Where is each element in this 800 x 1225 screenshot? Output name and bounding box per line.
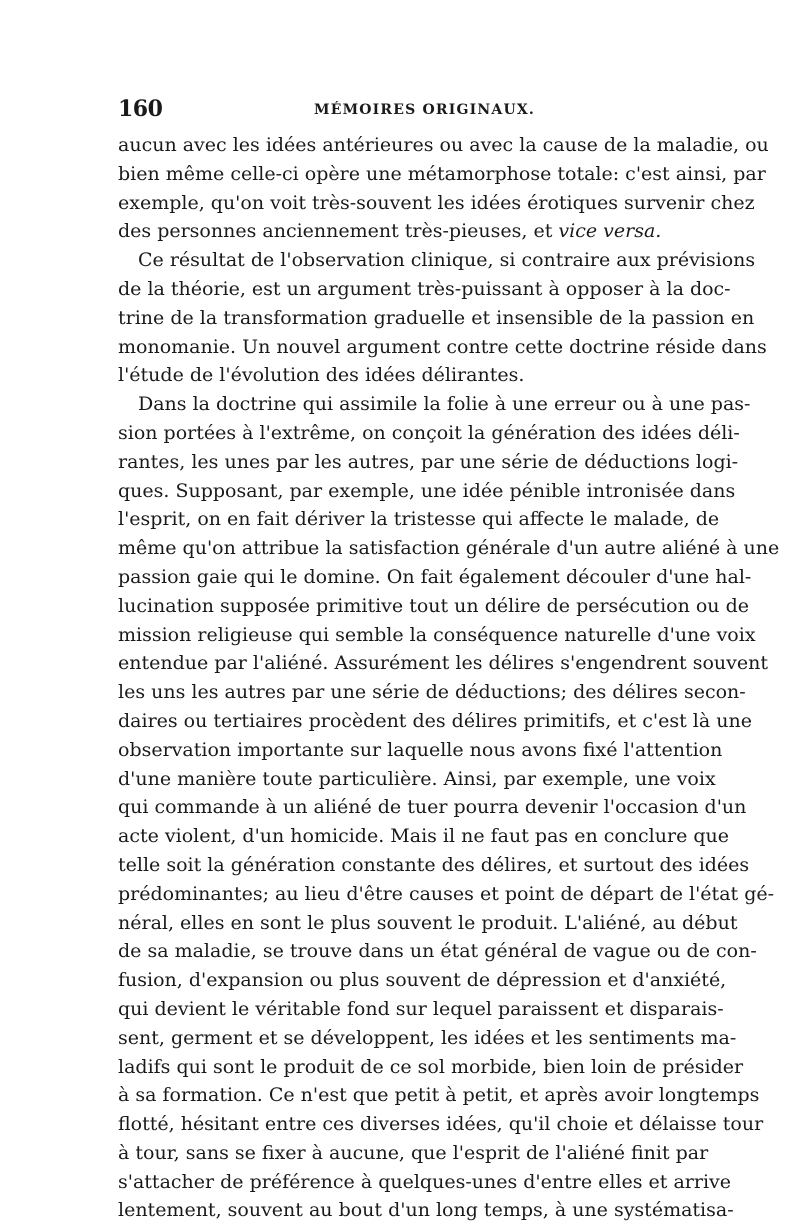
text-line: même qu'on attribue la satisfaction générale d'un autre aliéné à une	[118, 537, 780, 560]
text-line: néral, elles en sont le plus souvent le produit. L'aliéné, au début	[118, 911, 738, 934]
page-header	[118, 96, 680, 126]
text-line: bien même celle-ci opère une métamorphose totale: c'est ainsi, par	[118, 162, 766, 185]
text-line: à sa formation. Ce n'est que petit à petit, et après avoir longtemps	[118, 1084, 760, 1107]
page-number: 160	[118, 96, 163, 122]
text-line: passion gaie qui le domine. On fait également découler d'une hal-	[118, 565, 752, 588]
text-line-start: des personnes anciennement très-pieuses, et	[118, 220, 553, 243]
text-line: s'attacher de préférence à quelques-unes d'entre elles et arrive	[118, 1170, 732, 1193]
text-line: de sa maladie, se trouve dans un état général de vague ou de con-	[118, 940, 757, 963]
paragraph-start-line: Ce résultat de l'observation clinique, si contraire aux prévisions	[138, 249, 756, 272]
text-line: ques. Supposant, par exemple, une idée pénible intronisée dans	[118, 479, 736, 502]
text-line: sent, germent et se développent, les idées et les sentiments ma-	[118, 1026, 737, 1049]
text-line: daires ou tertiaires procèdent des délires primitifs, et c'est là une	[118, 709, 752, 732]
text-line: mission religieuse qui semble la conséquence naturelle d'une voix	[118, 623, 756, 646]
text-line: de la théorie, est un argument très-puissant à opposer à la doc-	[118, 277, 731, 300]
text-line	[118, 217, 683, 246]
text-line: monomanie. Un nouvel argument contre cette doctrine réside dans	[118, 335, 767, 358]
text-line: sion portées à l'extrême, on conçoit la génération des idées déli-	[118, 421, 740, 444]
text-line: telle soit la génération constante des délires, et surtout des idées	[118, 853, 750, 876]
text-line: trine de la transformation graduelle et insensible de la passion en	[118, 306, 755, 329]
text-line: les uns les autres par une série de déductions; des délires secon-	[118, 681, 746, 704]
text-line: flotté, hésitant entre ces diverses idées, qu'il choie et délaisse tour	[118, 1113, 764, 1136]
text-line: entendue par l'aliéné. Assurément les délires s'engendrent souvent	[118, 652, 768, 675]
paragraph-start-line: Dans la doctrine qui assimile la folie à une erreur ou à une pas-	[138, 393, 751, 416]
text-line: prédominantes; au lieu d'être causes et point de départ de l'état gé-	[118, 882, 775, 905]
text-line: acte violent, d'un homicide. Mais il ne faut pas en conclure que	[118, 825, 729, 848]
body-text	[118, 131, 780, 1225]
text-line: rantes, les unes par les autres, par une série de déductions logi-	[118, 450, 739, 473]
running-head: MÉMOIRES ORIGINAUX.	[314, 102, 535, 118]
text-line: à tour, sans se fixer à aucune, que l'esprit de l'aliéné finit par	[118, 1141, 709, 1164]
text-line: qui commande à un aliéné de tuer pourra devenir l'occasion d'un	[118, 796, 747, 819]
text-line: l'esprit, on en fait dériver la tristesse qui affecte le malade, de	[118, 508, 720, 531]
text-line: lentement, souvent au bout d'un long temps, à une systématisa-	[118, 1199, 734, 1222]
text-line: exemple, qu'on voit très-souvent les idées érotiques survenir chez	[118, 191, 755, 214]
italic-phrase: vice versa.	[558, 220, 662, 243]
text-line: observation importante sur laquelle nous avons fixé l'attention	[118, 738, 723, 761]
text-line: aucun avec les idées antérieures ou avec la cause de la maladie, ou	[118, 134, 769, 156]
text-line: ladifs qui sont le produit de ce sol morbide, bien loin de présider	[118, 1055, 744, 1078]
text-line: l'étude de l'évolution des idées délirantes.	[118, 364, 525, 387]
text-line: lucination supposée primitive tout un délire de persécution ou de	[118, 594, 749, 617]
text-line: qui devient le véritable fond sur lequel paraissent et disparais-	[118, 997, 724, 1020]
text-line: fusion, d'expansion ou plus souvent de dépression et d'anxiété,	[118, 969, 727, 992]
text-line: d'une manière toute particulière. Ainsi, par exemple, une voix	[118, 767, 716, 790]
